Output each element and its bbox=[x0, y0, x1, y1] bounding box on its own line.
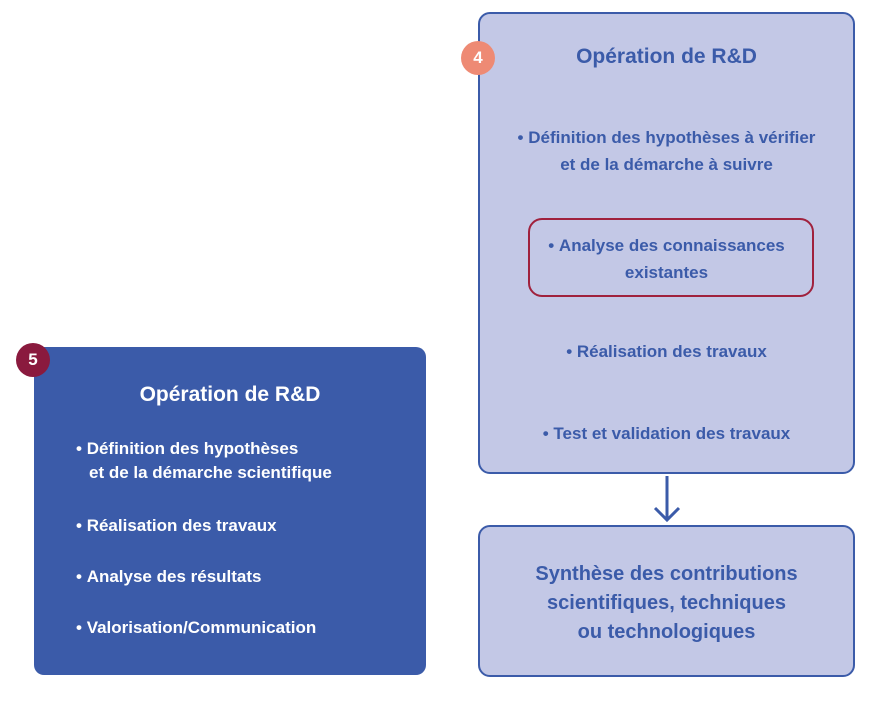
step-badge-5: 5 bbox=[16, 343, 50, 377]
synthesis-text bbox=[478, 560, 855, 647]
synthesis-line3: ou technologiques bbox=[577, 621, 756, 643]
right-item-realisation: • Réalisation des travaux bbox=[478, 338, 855, 365]
right-item-analyse-line1: • Analyse des connaissances bbox=[478, 232, 855, 259]
right-item-analyse bbox=[478, 232, 855, 286]
step-badge-4: 4 bbox=[461, 41, 495, 75]
left-item-hypotheses-line1: • Définition des hypothèses bbox=[76, 437, 332, 461]
synthesis-line2: scientifiques, techniques bbox=[547, 592, 786, 614]
down-arrow-icon bbox=[650, 474, 684, 526]
left-item-realisation: • Réalisation des travaux bbox=[76, 514, 277, 538]
right-item-test: • Test et validation des travaux bbox=[478, 420, 855, 447]
right-item-analyse-line2: existantes bbox=[624, 263, 709, 282]
right-item-hypotheses-line2: et de la démarche à suivre bbox=[560, 155, 773, 174]
right-item-hypotheses-line1: • Définition des hypothèses à vérifier bbox=[478, 124, 855, 151]
right-panel-title: Opération de R&D bbox=[576, 45, 757, 68]
right-item-hypotheses bbox=[478, 124, 855, 178]
left-panel-title: Opération de R&D bbox=[139, 383, 321, 406]
synthesis-line1: Synthèse des contributions bbox=[535, 563, 798, 585]
left-item-valorisation: • Valorisation/Communication bbox=[76, 616, 316, 640]
left-item-analyse: • Analyse des résultats bbox=[76, 565, 262, 589]
left-item-hypotheses bbox=[76, 437, 332, 485]
left-item-hypotheses-line2: et de la démarche scientifique bbox=[89, 463, 332, 482]
